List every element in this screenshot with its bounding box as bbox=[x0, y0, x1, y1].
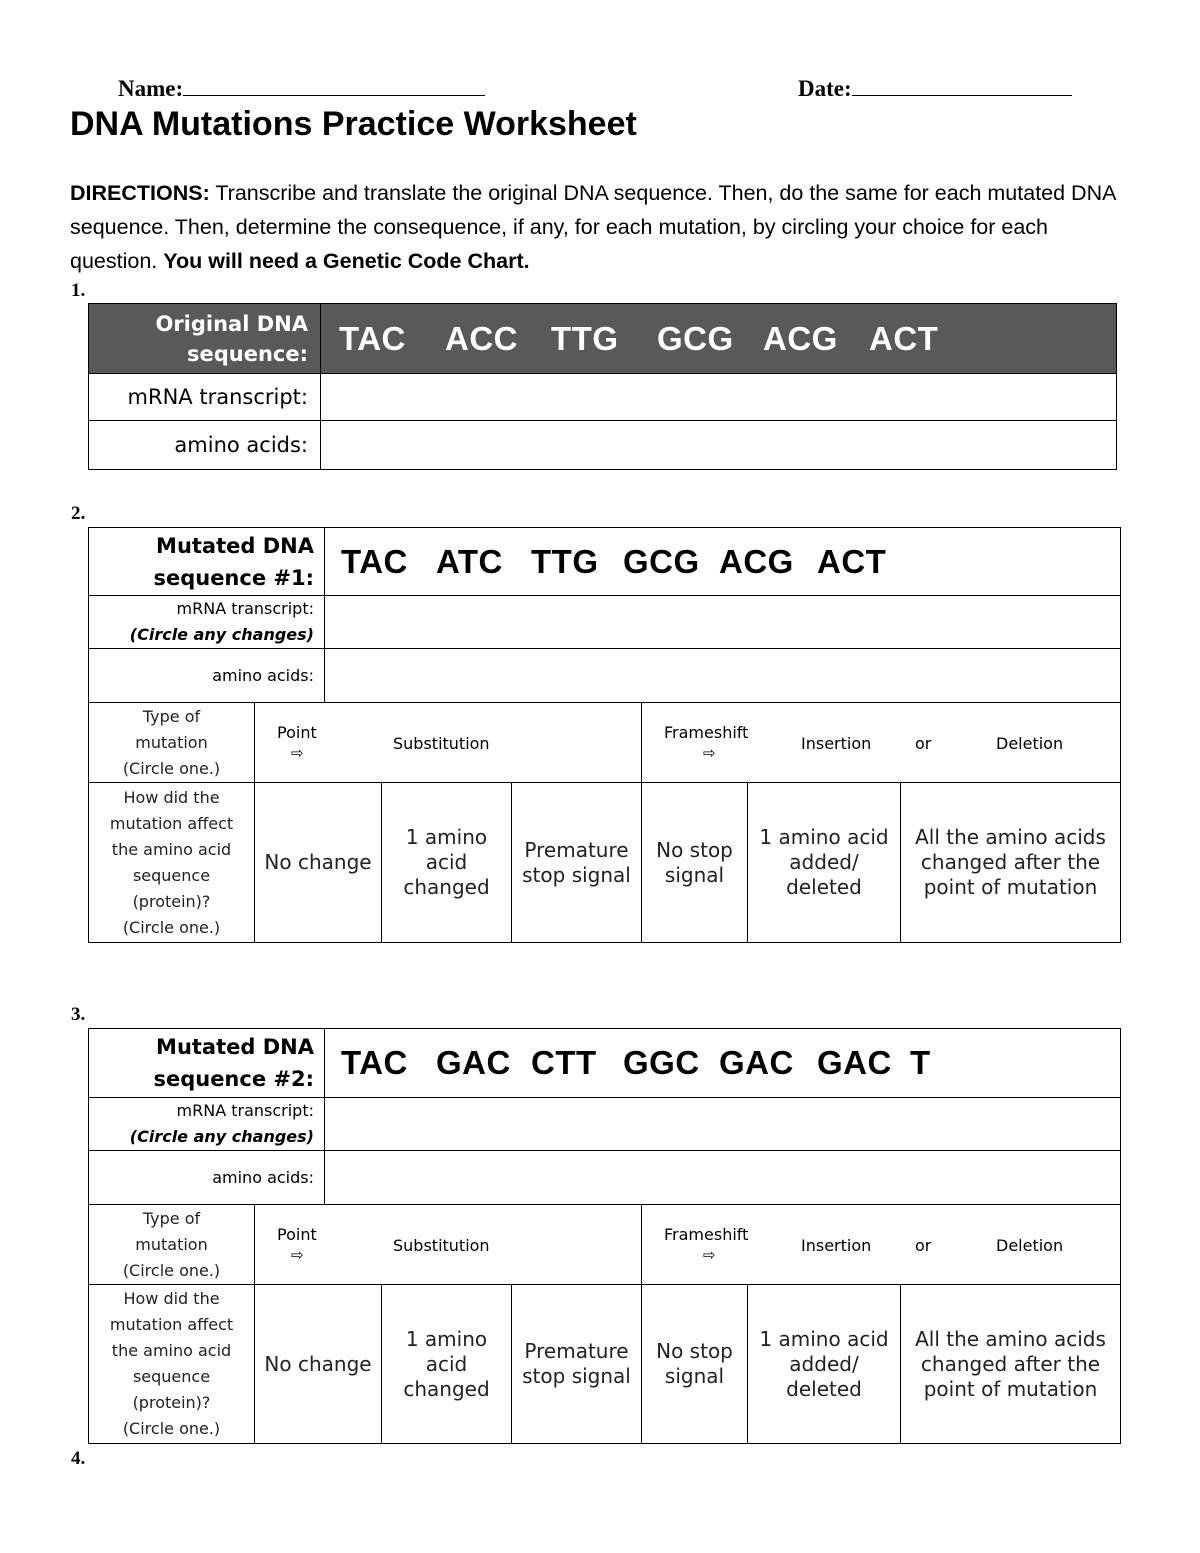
codon: GAC bbox=[817, 1044, 892, 1081]
effect-label-line: How did the bbox=[123, 1289, 220, 1308]
original-dna-sequence bbox=[321, 304, 1117, 374]
circle-changes-note: (Circle any changes) bbox=[129, 625, 314, 644]
effect-text: stop signal bbox=[522, 862, 631, 887]
effect-text: stop signal bbox=[522, 1364, 631, 1388]
insertion-option[interactable]: Insertion bbox=[801, 1236, 872, 1255]
insertion-option[interactable]: Insertion bbox=[801, 734, 872, 753]
frameshift-option[interactable] bbox=[642, 1205, 1121, 1285]
mutated-dna-label-line2: sequence #2: bbox=[153, 1067, 314, 1091]
directions-label: DIRECTIONS: bbox=[70, 181, 210, 205]
codon: ATC bbox=[436, 542, 503, 580]
arrow-icon: ⇨ bbox=[703, 744, 716, 762]
mrna-label bbox=[89, 1098, 325, 1151]
codon: TTG bbox=[531, 542, 599, 580]
effect-option-premature-stop[interactable] bbox=[512, 783, 642, 943]
codon: TAC bbox=[341, 542, 408, 580]
codon: ACC bbox=[445, 319, 518, 357]
effect-option-all-changed[interactable] bbox=[901, 783, 1121, 943]
effect-text: acid bbox=[425, 1351, 468, 1376]
effect-label-line: (Circle one.) bbox=[122, 1419, 221, 1438]
question-number-2: 2. bbox=[71, 503, 86, 524]
effect-label-line: sequence bbox=[132, 1367, 211, 1386]
circle-changes-note: (Circle any changes) bbox=[129, 1127, 314, 1146]
mrna-label bbox=[89, 596, 325, 649]
effect-label-line: sequence bbox=[132, 865, 211, 885]
arrow-icon: ⇨ bbox=[291, 1246, 304, 1264]
original-dna-row bbox=[89, 304, 1117, 374]
codon: TTG bbox=[551, 319, 619, 357]
date-field[interactable] bbox=[798, 73, 1072, 102]
effect-text: 1 amino bbox=[405, 825, 488, 849]
codon: TAC bbox=[341, 1044, 408, 1081]
type-label-line: mutation bbox=[135, 732, 208, 752]
directions-bold: You will need a Genetic Code Chart. bbox=[163, 249, 530, 273]
name-blank[interactable] bbox=[183, 73, 485, 96]
codon: ACG bbox=[719, 542, 794, 580]
frameshift-option[interactable] bbox=[642, 703, 1121, 783]
effect-text: No change bbox=[264, 1351, 372, 1376]
effect-label-line: mutation affect bbox=[109, 1315, 234, 1334]
mutated-dna-label-line1: Mutated DNA bbox=[156, 533, 314, 558]
mrna-answer-cell[interactable] bbox=[325, 596, 1121, 649]
codon: GAC bbox=[719, 1044, 794, 1081]
point-label: Point bbox=[277, 723, 317, 742]
effect-text: point of mutation bbox=[923, 1376, 1098, 1401]
codon: T bbox=[910, 1044, 931, 1081]
question-number-3: 3. bbox=[71, 1004, 86, 1025]
amino-label: amino acids: bbox=[89, 1151, 325, 1205]
mutated-dna-label-line2: sequence #1: bbox=[153, 565, 314, 590]
effect-option-no-change[interactable] bbox=[255, 1285, 382, 1444]
mutation2-table bbox=[88, 1028, 1121, 1444]
arrow-icon: ⇨ bbox=[703, 1246, 716, 1264]
effect-option-no-stop[interactable] bbox=[642, 1285, 748, 1444]
amino-answer-cell[interactable] bbox=[321, 421, 1117, 470]
effect-text: No stop bbox=[656, 1339, 733, 1363]
mrna-label-text: mRNA transcript: bbox=[176, 599, 314, 618]
original-sequence-table bbox=[88, 303, 1117, 470]
effect-label-line: the amino acid bbox=[111, 1341, 232, 1360]
effect-question-label bbox=[89, 783, 255, 943]
date-label: Date: bbox=[798, 76, 852, 101]
effect-text: All the amino acids bbox=[915, 1326, 1106, 1351]
codon: CTT bbox=[531, 1044, 597, 1081]
effect-text: 1 amino bbox=[405, 1326, 488, 1351]
type-label-line: (Circle one.) bbox=[122, 1260, 221, 1280]
mutated-dna-label bbox=[89, 1029, 325, 1098]
effect-text: All the amino acids bbox=[915, 825, 1106, 849]
effect-text: deleted bbox=[786, 875, 862, 899]
codon: TAC bbox=[339, 319, 406, 357]
effect-text: changed after the bbox=[920, 1351, 1101, 1376]
mutated-dna-sequence bbox=[325, 528, 1121, 596]
original-dna-label-line1: Original DNA bbox=[155, 311, 308, 336]
codon: GCG bbox=[623, 542, 700, 580]
date-blank[interactable] bbox=[852, 73, 1072, 96]
substitution-label: Substitution bbox=[393, 1236, 490, 1255]
mutation1-table bbox=[88, 527, 1121, 943]
effect-text: No change bbox=[264, 850, 372, 874]
question-number-1: 1. bbox=[71, 280, 86, 301]
effect-text: No stop bbox=[656, 837, 733, 862]
effect-text: added/ bbox=[789, 850, 859, 874]
mutated-dna-label bbox=[89, 528, 325, 596]
mutated-dna-label-line1: Mutated DNA bbox=[156, 1035, 314, 1059]
directions-text: Transcribe and translate the original DNA sequence. Then, do the same for each mutated DNA sequence. Then, determine the consequence, if any, for each mutation, by circling your choice for each question. bbox=[70, 181, 1116, 273]
amino-label: amino acids: bbox=[89, 421, 321, 470]
substitution-label: Substitution bbox=[393, 734, 490, 753]
question-number-4: 4. bbox=[71, 1448, 86, 1469]
point-substitution-option[interactable] bbox=[255, 1205, 642, 1285]
name-field[interactable] bbox=[118, 73, 485, 102]
deletion-option[interactable]: Deletion bbox=[996, 1236, 1064, 1255]
type-of-mutation-label bbox=[89, 1205, 255, 1285]
effect-text: 1 amino acid bbox=[759, 1326, 889, 1351]
effect-text: changed bbox=[403, 875, 490, 899]
effect-text: changed after the bbox=[920, 850, 1101, 874]
effect-text: signal bbox=[664, 1364, 725, 1388]
page-title: DNA Mutations Practice Worksheet bbox=[70, 105, 637, 143]
type-label-line: Type of bbox=[142, 1208, 201, 1228]
effect-label-line: mutation affect bbox=[109, 813, 234, 833]
effect-option-one-amino-changed[interactable] bbox=[382, 783, 512, 943]
codon: GCG bbox=[657, 319, 734, 357]
amino-answer-cell[interactable] bbox=[325, 649, 1121, 703]
original-dna-label bbox=[89, 304, 321, 374]
effect-option-one-amino-added-deleted[interactable] bbox=[748, 783, 901, 943]
codon: ACT bbox=[817, 542, 887, 580]
effect-option-premature-stop[interactable] bbox=[512, 1285, 642, 1444]
type-label-line: mutation bbox=[135, 1234, 208, 1254]
effect-option-one-amino-added-deleted[interactable] bbox=[748, 1285, 901, 1444]
effect-text: 1 amino acid bbox=[759, 825, 889, 849]
name-label: Name: bbox=[118, 76, 184, 101]
effect-text: Premature bbox=[524, 837, 629, 862]
effect-option-all-changed[interactable] bbox=[901, 1285, 1121, 1444]
or-label: or bbox=[915, 1236, 932, 1255]
effect-label-line: How did the bbox=[123, 787, 220, 807]
frameshift-label: Frameshift bbox=[664, 1225, 749, 1244]
effect-text: Premature bbox=[524, 1339, 629, 1363]
codon: ACG bbox=[763, 319, 838, 357]
type-label-line: (Circle one.) bbox=[122, 758, 221, 778]
effect-label-line: (protein)? bbox=[132, 1393, 211, 1412]
effect-label-line: the amino acid bbox=[111, 839, 232, 859]
mrna-answer-cell[interactable] bbox=[321, 374, 1117, 421]
codon: GAC bbox=[436, 1044, 511, 1081]
mutated-dna-sequence bbox=[325, 1029, 1121, 1098]
directions bbox=[70, 176, 1130, 278]
effect-option-one-amino-changed[interactable] bbox=[382, 1285, 512, 1444]
frameshift-label: Frameshift bbox=[664, 723, 749, 742]
deletion-option[interactable]: Deletion bbox=[996, 734, 1064, 753]
codon: GGC bbox=[623, 1044, 700, 1081]
effect-text: deleted bbox=[786, 1376, 862, 1401]
type-label-line: Type of bbox=[142, 706, 201, 726]
mrna-label-text: mRNA transcript: bbox=[176, 1101, 314, 1120]
mrna-answer-cell[interactable] bbox=[325, 1098, 1121, 1151]
point-label: Point bbox=[277, 1225, 317, 1244]
effect-option-no-change[interactable] bbox=[255, 783, 382, 943]
codon: ACT bbox=[869, 319, 939, 357]
effect-text: point of mutation bbox=[923, 875, 1098, 899]
effect-text: signal bbox=[664, 862, 725, 887]
effect-label-line: (Circle one.) bbox=[122, 917, 221, 937]
amino-answer-cell[interactable] bbox=[325, 1151, 1121, 1205]
arrow-icon: ⇨ bbox=[291, 744, 304, 762]
effect-text: added/ bbox=[789, 1351, 859, 1376]
mrna-label: mRNA transcript: bbox=[89, 374, 321, 421]
effect-question-label bbox=[89, 1285, 255, 1444]
point-substitution-option[interactable] bbox=[255, 703, 642, 783]
or-label: or bbox=[915, 734, 932, 753]
effect-text: acid bbox=[425, 850, 468, 874]
effect-option-no-stop[interactable] bbox=[642, 783, 748, 943]
amino-label: amino acids: bbox=[89, 649, 325, 703]
type-of-mutation-label bbox=[89, 703, 255, 783]
original-dna-label-line2: sequence: bbox=[186, 341, 308, 366]
effect-label-line: (protein)? bbox=[132, 891, 211, 911]
effect-text: changed bbox=[403, 1376, 490, 1401]
